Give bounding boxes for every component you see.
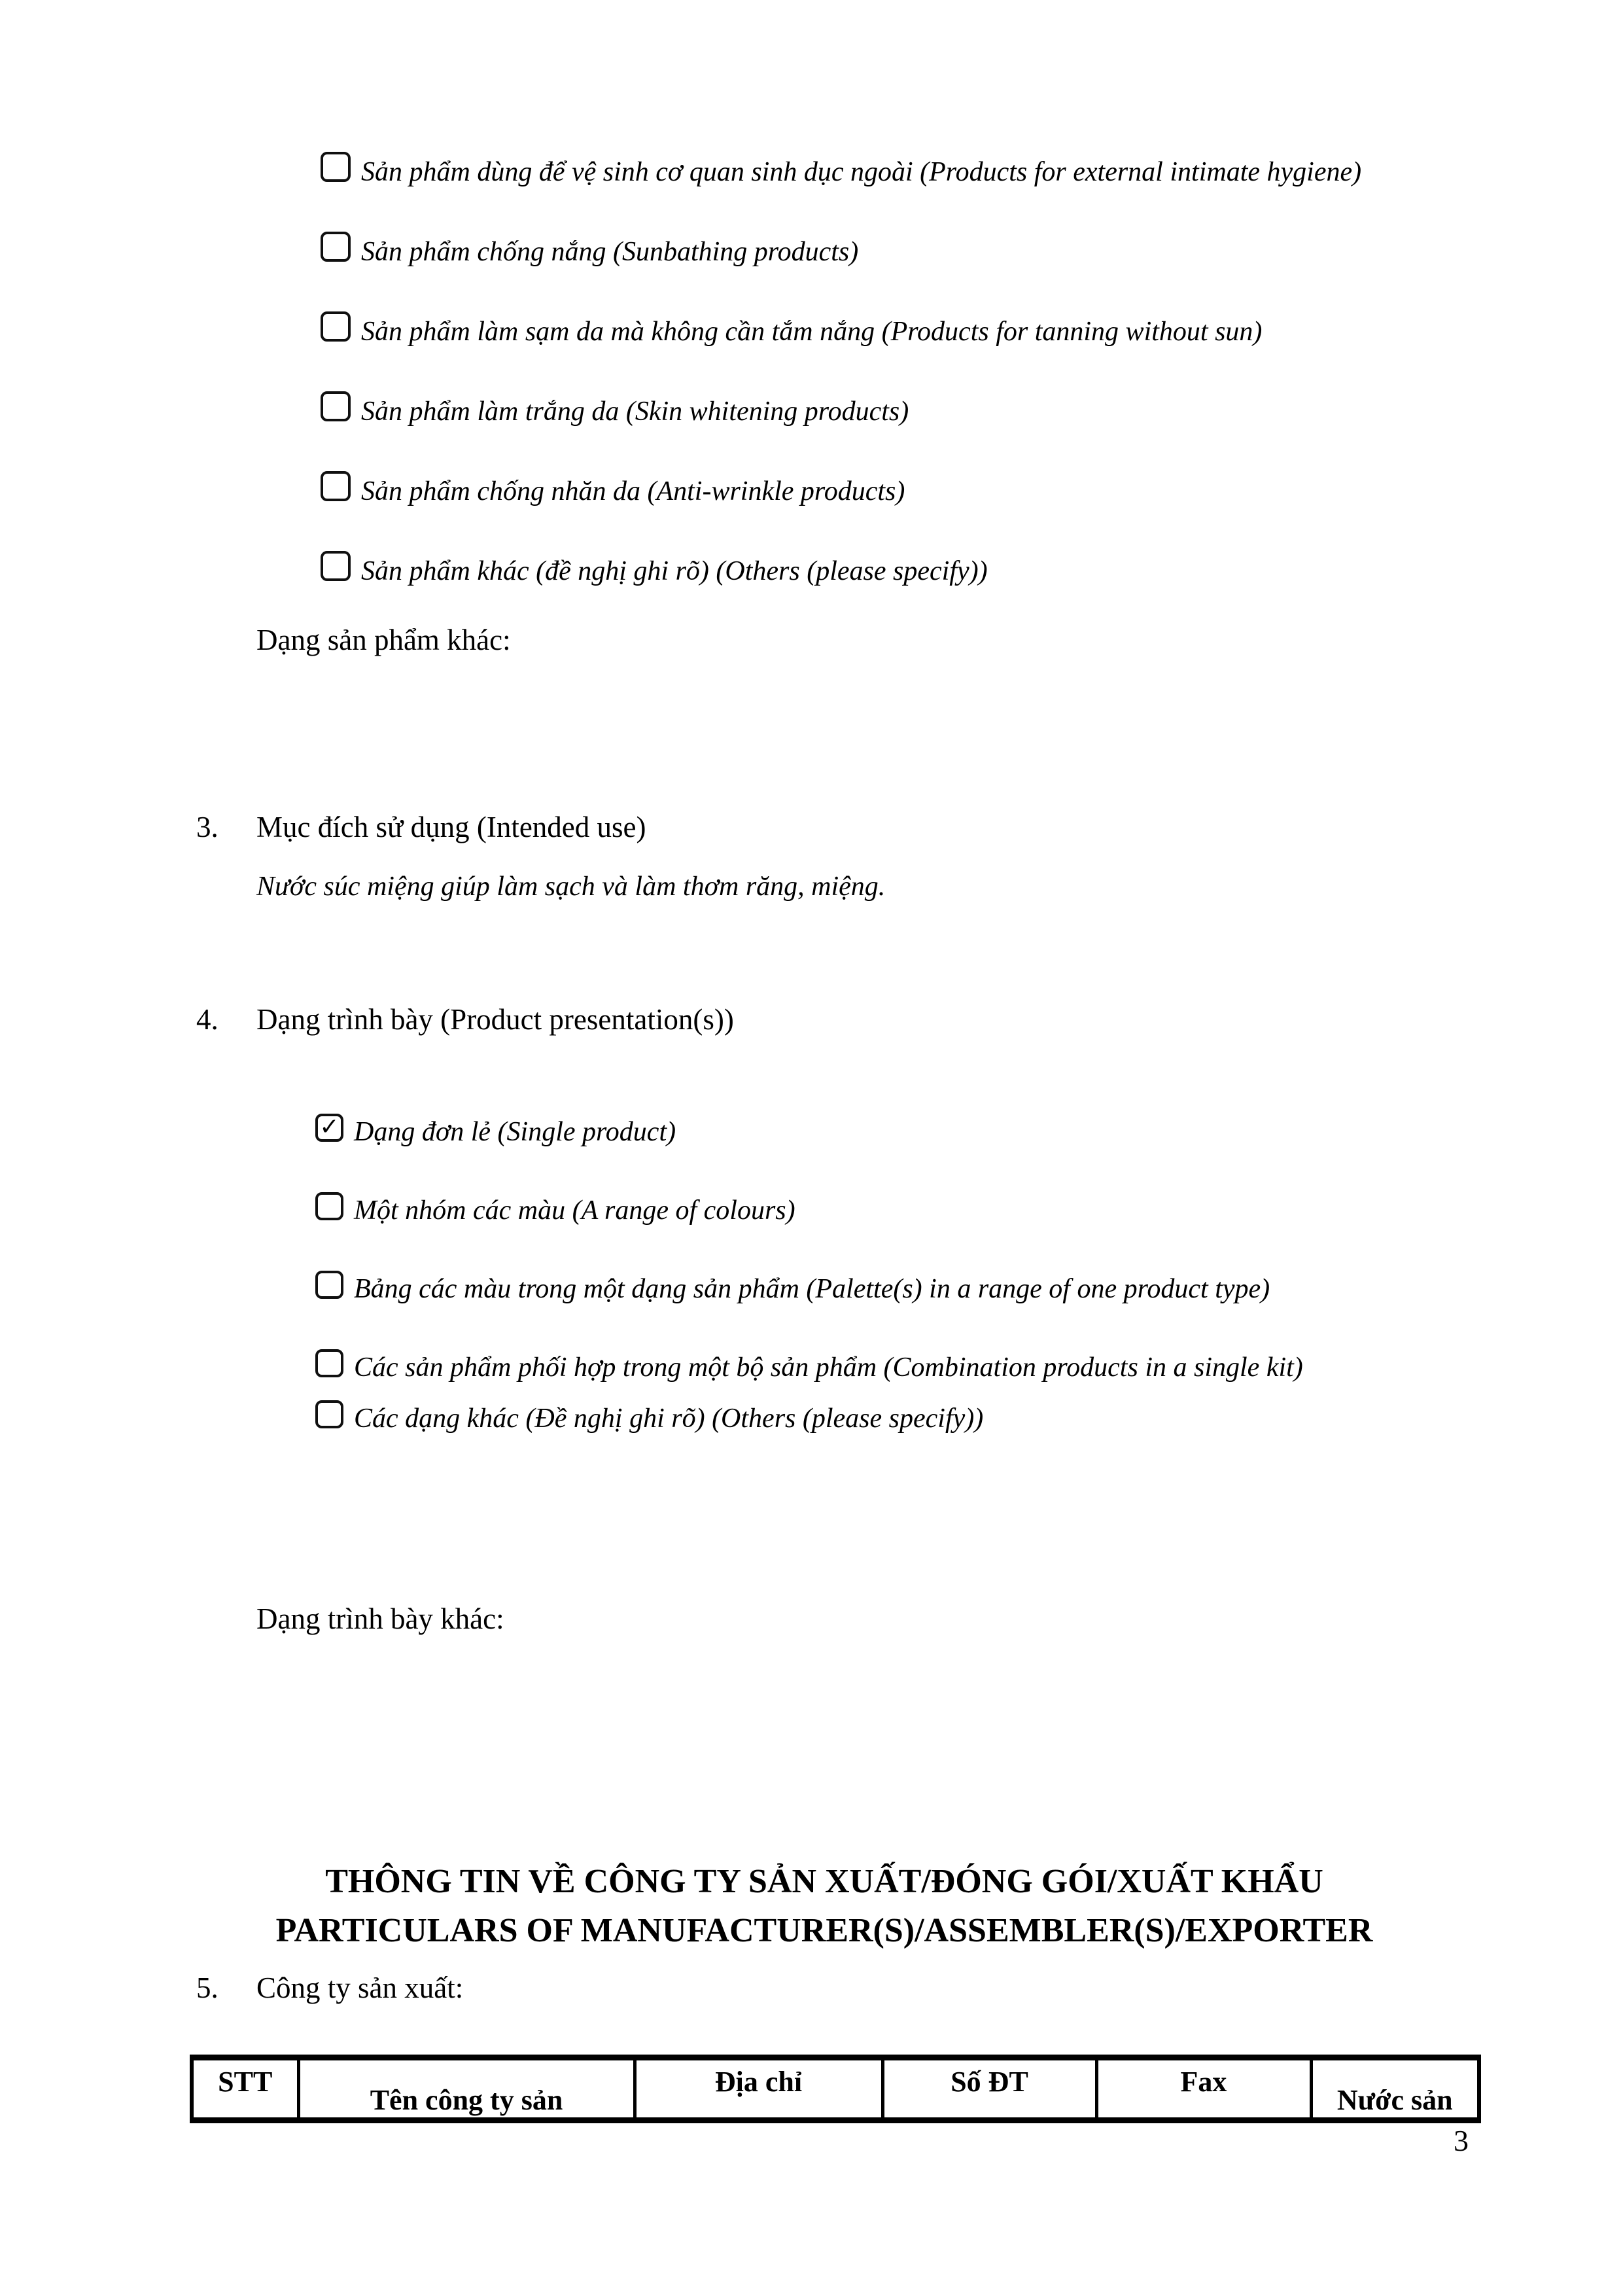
checkbox-label: Sản phẩm dùng để vệ sinh cơ quan sinh dục ngoài (Products for external intimate hygiene) (361, 157, 1362, 187)
checkbox-range-of-colours[interactable] (315, 1192, 343, 1220)
col-header-address: Địa chỉ (635, 2058, 882, 2121)
checkbox-label: Bảng các màu trong một dạng sản phẩm (Palette(s) in a range of one product type) (354, 1274, 1270, 1304)
other-presentation-label: Dạng trình bày khác: (256, 1602, 504, 1635)
col-header-phone: Số ĐT (882, 2058, 1096, 2121)
manufacturer-item-heading (196, 1971, 463, 2005)
checkbox-tanning-without-sun[interactable] (321, 311, 351, 342)
manufacturer-section-heading (92, 1857, 1557, 1955)
product-type-row (321, 232, 859, 267)
product-type-row (321, 391, 909, 427)
manufacturer-item-label: Công ty sản xuất: (256, 1971, 464, 2004)
checkbox-label: Sản phẩm chống nắng (Sunbathing products) (361, 237, 859, 267)
heading-english: PARTICULARS OF MANUFACTURER(S)/ASSEMBLER(S)/EXPORTER (275, 1912, 1373, 1949)
checkbox-other-presentation[interactable] (315, 1400, 343, 1428)
heading-vietnamese: THÔNG TIN VỀ CÔNG TY SẢN XUẤT/ĐÓNG GÓI/XUẤT KHẨU (325, 1863, 1323, 1900)
presentation-title: Dạng trình bày (Product presentation(s)) (256, 1003, 734, 1036)
intended-use-heading (196, 810, 646, 844)
checkbox-label: Sản phẩm khác (đề nghị ghi rõ) (Others (please specify)) (361, 556, 988, 586)
checkbox-label: Sản phẩm làm sạm da mà không cần tắm nắng (Products for tanning without sun) (361, 317, 1263, 347)
product-type-row (321, 152, 1362, 187)
product-type-row (321, 551, 988, 586)
col-header-country: Nước sản (1311, 2058, 1479, 2121)
col-header-stt: STT (218, 2066, 273, 2098)
item-number: 4. (196, 1003, 218, 1036)
presentation-row (315, 1349, 1303, 1383)
checkbox-label: Sản phẩm làm trắng da (Skin whitening products) (361, 397, 909, 427)
page-number: 3 (1454, 2124, 1469, 2157)
checkbox-intimate-hygiene[interactable] (321, 152, 351, 182)
item-number: 3. (196, 811, 218, 843)
presentation-heading (196, 1002, 734, 1036)
item-number: 5. (196, 1971, 218, 2004)
checkbox-skin-whitening[interactable] (321, 391, 351, 421)
table-header-row (192, 2058, 1479, 2121)
intended-use-title: Mục đích sử dụng (Intended use) (256, 811, 646, 843)
checkbox-label: Sản phẩm chống nhăn da (Anti-wrinkle products) (361, 476, 905, 506)
checkbox-label: Một nhóm các màu (A range of colours) (354, 1195, 795, 1226)
checkbox-other-product[interactable] (321, 551, 351, 581)
presentation-row (315, 1113, 676, 1147)
presentation-row (315, 1271, 1270, 1304)
manufacturer-table (190, 2055, 1481, 2123)
checkbox-combination-kit[interactable] (315, 1349, 343, 1377)
checkbox-label: Các sản phẩm phối hợp trong một bộ sản phẩm (Combination products in a single kit) (354, 1352, 1303, 1383)
presentation-row (315, 1400, 984, 1434)
checkbox-sunbathing[interactable] (321, 232, 351, 262)
product-type-row (321, 471, 905, 506)
product-type-row (321, 311, 1263, 347)
presentation-row (315, 1192, 795, 1226)
other-product-type-label: Dạng sản phẩm khác: (256, 624, 511, 656)
checkbox-label: Dạng đơn lẻ (Single product) (354, 1117, 676, 1147)
intended-use-value: Nước súc miệng giúp làm sạch và làm thơm răng, miệng. (256, 872, 886, 902)
check-icon: ✓ (319, 1113, 340, 1140)
col-header-company-name: Tên công ty sản (298, 2058, 635, 2121)
checkbox-anti-wrinkle[interactable] (321, 471, 351, 501)
checkbox-label: Các dạng khác (Đề nghị ghi rõ) (Others (please specify)) (354, 1404, 984, 1434)
checkbox-palettes[interactable] (315, 1271, 343, 1299)
checkbox-single-product[interactable] (315, 1114, 343, 1142)
col-header-fax: Fax (1096, 2058, 1311, 2121)
